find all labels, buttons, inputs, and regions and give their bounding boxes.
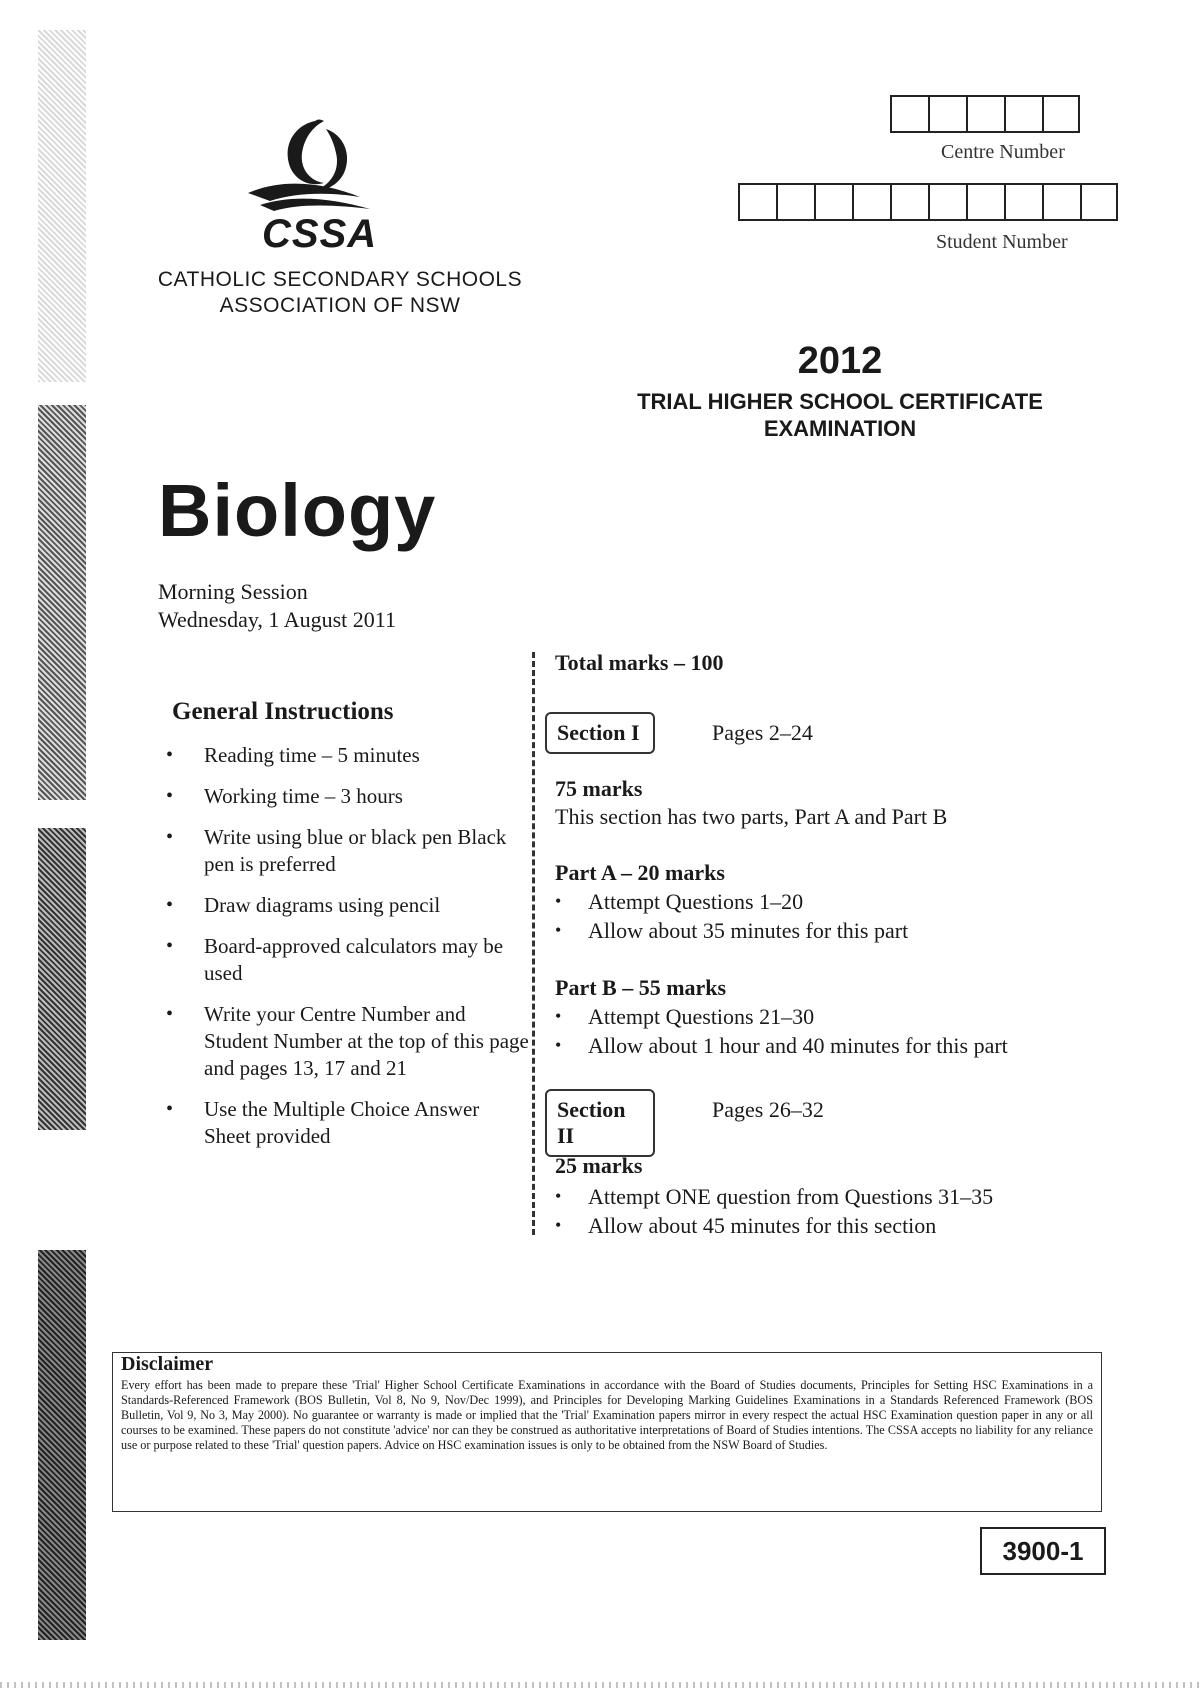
section-2-item: • Allow about 45 minutes for this section — [555, 1211, 1115, 1240]
part-a-item: • Allow about 35 minutes for this part — [555, 916, 1115, 945]
subject-title: Biology — [158, 469, 437, 552]
digit-box[interactable] — [1080, 183, 1118, 221]
session-info — [158, 578, 396, 634]
digit-box[interactable] — [928, 183, 966, 221]
total-marks: Total marks – 100 — [555, 650, 724, 675]
instruction-item: • Draw diagrams using pencil — [166, 892, 531, 919]
org-name-line1: CATHOLIC SECONDARY SCHOOLS — [157, 268, 523, 291]
section-2-marks: 25 marks — [555, 1153, 643, 1178]
digit-box[interactable] — [1004, 95, 1042, 133]
digit-box[interactable] — [1042, 95, 1080, 133]
section-1-description: This section has two parts, Part A and Part B — [555, 804, 948, 829]
column-divider — [532, 652, 535, 1235]
section-1-pages: Pages 2–24 — [712, 720, 813, 745]
instructions-heading: General Instructions — [172, 698, 394, 725]
section-1-marks: 75 marks — [555, 776, 643, 801]
instruction-item: • Working time – 3 hours — [166, 783, 531, 810]
part-b-item: • Attempt Questions 21–30 — [555, 1002, 1115, 1031]
section-2-label: Section II — [545, 1089, 655, 1157]
scan-edge-noise — [0, 1682, 1200, 1688]
digit-box[interactable] — [966, 183, 1004, 221]
section-2-item: • Attempt ONE question from Questions 31–35 — [555, 1182, 1115, 1211]
instructions-list — [166, 742, 531, 1164]
part-b-item: • Allow about 1 hour and 40 minutes for this part — [555, 1031, 1115, 1060]
exam-title-line1: TRIAL HIGHER SCHOOL CERTIFICATE — [637, 389, 1043, 414]
paper-code: 3900-1 — [980, 1527, 1106, 1575]
instruction-item: • Board-approved calculators may be used — [166, 933, 531, 987]
disclaimer-body: Every effort has been made to prepare these 'Trial' Higher School Certificate Examinations in accordance with the Board of Studies documents, Principles for Setting HSC Examinations in a Standards-Referenced Framework (BOS Bulletin, Vol 8, No 9, Nov/Dec 1999), and Principles for Developing Marking Guidelines Examinations in a Standards Referenced Framework (BOS Bulletin, Vol 9, No 3, May 2000). No guarantee or warranty is made or implied that the 'Trial' Examination papers mirror in every respect the actual HSC Examination question paper in any or all courses to be examined. These papers do not constitute 'advice' nor can they be construed as authoritative interpretations of Board of Studies intentions. The CSSA accepts no liability for any reliance use or purpose related to these 'Trial' question papers. Advice on HSC examination issues is only to be obtained from the NSW Board of Studies. — [121, 1378, 1093, 1452]
instruction-item: • Reading time – 5 minutes — [166, 742, 531, 769]
exam-title-line2: EXAMINATION — [763, 416, 917, 441]
part-b-list — [555, 1002, 1115, 1060]
digit-box[interactable] — [1004, 183, 1042, 221]
session-name: Morning Session — [158, 579, 308, 604]
centre-number-label: Centre Number — [941, 141, 1065, 163]
student-number-field[interactable] — [738, 183, 1118, 221]
part-b-title: Part B – 55 marks — [555, 975, 727, 1000]
digit-box[interactable] — [966, 95, 1004, 133]
part-a-list — [555, 887, 1115, 945]
section-2-pages: Pages 26–32 — [712, 1097, 824, 1122]
digit-box[interactable] — [890, 183, 928, 221]
scan-edge-strip — [38, 1250, 86, 1640]
cssa-logo-icon — [240, 115, 390, 215]
digit-box[interactable] — [890, 95, 928, 133]
instruction-item: • Write using blue or black pen Black pen is preferred — [166, 824, 531, 878]
section-1-label: Section I — [545, 712, 655, 754]
scan-edge-strip — [38, 30, 86, 382]
session-date: Wednesday, 1 August 2011 — [158, 607, 396, 632]
part-a-item: • Attempt Questions 1–20 — [555, 887, 1115, 916]
disclaimer-box — [112, 1352, 1102, 1512]
org-name — [140, 267, 540, 319]
section-2-list — [555, 1182, 1115, 1240]
digit-box[interactable] — [814, 183, 852, 221]
org-acronym: CSSA — [262, 212, 378, 256]
digit-box[interactable] — [1042, 183, 1080, 221]
instruction-item: • Use the Multiple Choice Answer Sheet provided — [166, 1096, 531, 1150]
part-a-title: Part A – 20 marks — [555, 860, 725, 885]
student-number-label: Student Number — [936, 231, 1068, 253]
exam-title — [580, 388, 1100, 442]
digit-box[interactable] — [776, 183, 814, 221]
centre-number-field[interactable] — [890, 95, 1080, 133]
exam-year: 2012 — [797, 340, 883, 382]
org-name-line2: ASSOCIATION OF NSW — [219, 294, 461, 317]
instruction-item: • Write your Centre Number and Student Number at the top of this page and pages 13, 17 and 21 — [166, 1001, 531, 1082]
digit-box[interactable] — [738, 183, 776, 221]
scan-edge-strip — [38, 405, 86, 800]
disclaimer-title: Disclaimer — [121, 1353, 214, 1375]
digit-box[interactable] — [852, 183, 890, 221]
digit-box[interactable] — [928, 95, 966, 133]
scan-edge-strip — [38, 828, 86, 1130]
